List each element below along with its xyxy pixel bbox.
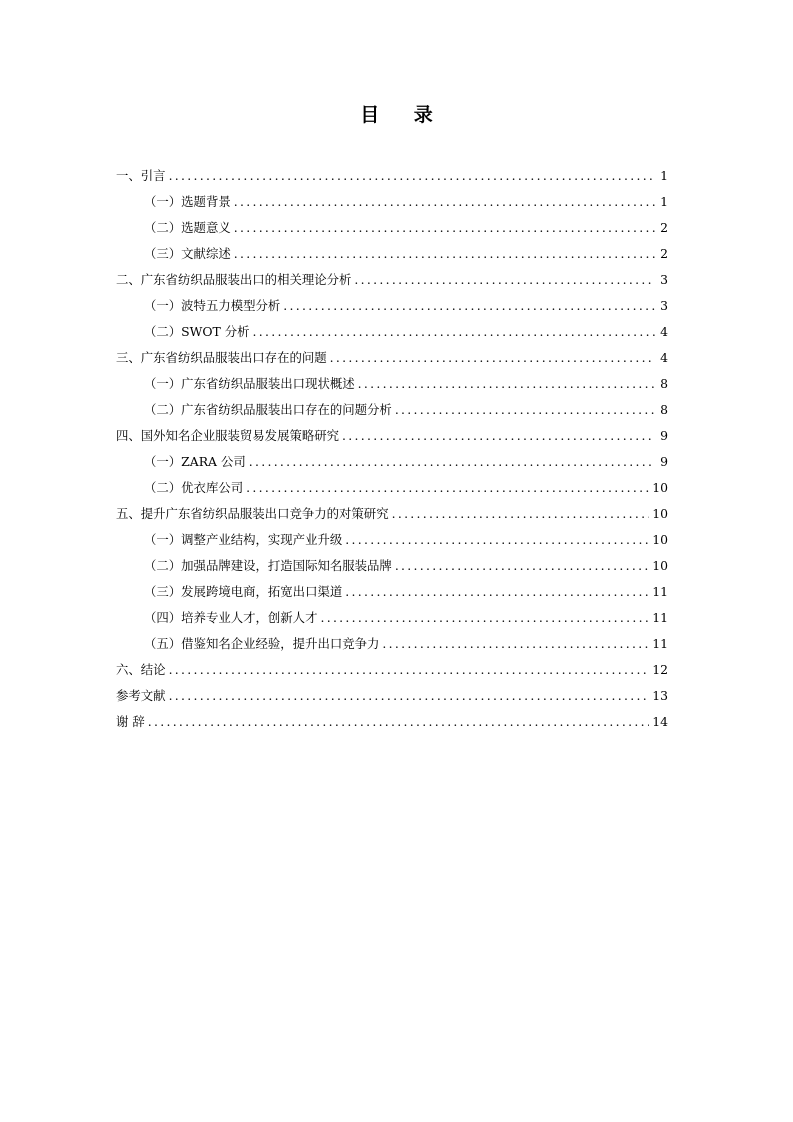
toc-entry-title: （四）培养专业人才，创新人才 — [144, 610, 318, 625]
toc-entry-page-number: 11 — [652, 636, 668, 651]
toc-entry-page-number: 10 — [652, 558, 668, 573]
toc-entry-title: 谢 辞 — [116, 714, 145, 729]
table-of-contents — [116, 163, 668, 735]
toc-entry-title: （五）借鉴知名企业经验，提升出口竞争力 — [144, 636, 380, 651]
toc-entry[interactable] — [116, 371, 668, 397]
toc-entry-title: 参考文献 — [116, 688, 166, 703]
toc-entry-page-number: 1 — [660, 168, 668, 183]
toc-entry[interactable] — [116, 553, 668, 579]
toc-entry-page-number: 12 — [652, 662, 668, 677]
toc-entry-page-number: 2 — [660, 246, 668, 261]
toc-entry-title: （二）加强品牌建设，打造国际知名服装品牌 — [144, 558, 392, 573]
toc-leader-dots — [330, 345, 655, 371]
toc-entry-page-number: 10 — [652, 532, 668, 547]
toc-entry-page-number: 14 — [652, 714, 668, 729]
toc-entry[interactable] — [116, 293, 668, 319]
toc-entry-page-number: 3 — [660, 272, 668, 287]
toc-entry-title: （一）ZARA 公司 — [144, 454, 246, 469]
toc-entry-title: 二、广东省纺织品服装出口的相关理论分析 — [116, 272, 352, 287]
toc-leader-dots — [320, 605, 649, 631]
toc-entry[interactable] — [116, 475, 668, 501]
toc-leader-dots — [345, 527, 649, 553]
toc-entry-title: 五、提升广东省纺织品服装出口竞争力的对策研究 — [116, 506, 389, 521]
toc-entry-page-number: 8 — [660, 402, 668, 417]
toc-entry-page-number: 8 — [660, 376, 668, 391]
toc-entry-page-number: 1 — [660, 194, 668, 209]
toc-entry-title: （三）发展跨境电商，拓宽出口渠道 — [144, 584, 343, 599]
toc-entry[interactable] — [116, 527, 668, 553]
toc-leader-dots — [169, 683, 650, 709]
toc-leader-dots — [249, 449, 655, 475]
toc-entry-page-number: 10 — [652, 506, 668, 521]
toc-entry[interactable] — [116, 163, 668, 189]
toc-entry-title: （一）调整产业结构，实现产业升级 — [144, 532, 343, 547]
toc-entry[interactable] — [116, 579, 668, 605]
toc-entry[interactable] — [116, 709, 668, 735]
toc-entry-title: 一、引言 — [116, 168, 166, 183]
toc-entry[interactable] — [116, 449, 668, 475]
toc-leader-dots — [234, 241, 655, 267]
toc-entry-title: 六、结论 — [116, 662, 166, 677]
toc-leader-dots — [358, 371, 655, 397]
toc-entry-page-number: 4 — [660, 324, 668, 339]
toc-entry-title: 四、国外知名企业服装贸易发展策略研究 — [116, 428, 340, 443]
toc-entry[interactable] — [116, 631, 668, 657]
toc-entry-page-number: 11 — [652, 610, 668, 625]
toc-leader-dots — [342, 423, 655, 449]
toc-leader-dots — [392, 501, 650, 527]
toc-entry-title: 三、广东省纺织品服装出口存在的问题 — [116, 350, 327, 365]
toc-leader-dots — [253, 319, 655, 345]
toc-leader-dots — [283, 293, 655, 319]
toc-entry-page-number: 4 — [660, 350, 668, 365]
toc-entry[interactable] — [116, 345, 668, 371]
toc-entry-page-number: 11 — [652, 584, 668, 599]
toc-entry[interactable] — [116, 189, 668, 215]
toc-entry[interactable] — [116, 397, 668, 423]
toc-entry[interactable] — [116, 215, 668, 241]
toc-leader-dots — [395, 553, 649, 579]
toc-entry[interactable] — [116, 241, 668, 267]
toc-entry-page-number: 9 — [660, 454, 668, 469]
toc-entry-page-number: 9 — [660, 428, 668, 443]
toc-entry[interactable] — [116, 605, 668, 631]
toc-leader-dots — [395, 397, 655, 423]
toc-entry-title: （一）选题背景 — [144, 194, 231, 209]
toc-entry[interactable] — [116, 683, 668, 709]
toc-entry[interactable] — [116, 501, 668, 527]
toc-leader-dots — [169, 657, 650, 683]
toc-entry-title: （二）广东省纺织品服装出口存在的问题分析 — [144, 402, 392, 417]
toc-entry[interactable] — [116, 657, 668, 683]
toc-leader-dots — [354, 267, 655, 293]
toc-entry-page-number: 3 — [660, 298, 668, 313]
toc-leader-dots — [246, 475, 649, 501]
toc-leader-dots — [382, 631, 649, 657]
toc-leader-dots — [345, 579, 649, 605]
toc-leader-dots — [169, 163, 655, 189]
toc-title: 目 录 — [360, 104, 447, 126]
toc-entry-title: （二）选题意义 — [144, 220, 231, 235]
toc-entry-page-number: 2 — [660, 220, 668, 235]
toc-entry-title: （一）波特五力模型分析 — [144, 298, 281, 313]
toc-entry[interactable] — [116, 319, 668, 345]
toc-entry-page-number: 10 — [652, 480, 668, 495]
toc-entry-title: （三）文献综述 — [144, 246, 231, 261]
toc-entry-title: （二）优衣库公司 — [144, 480, 244, 495]
toc-entry[interactable] — [116, 423, 668, 449]
toc-leader-dots — [234, 215, 655, 241]
toc-leader-dots — [234, 189, 655, 215]
toc-entry[interactable] — [116, 267, 668, 293]
toc-leader-dots — [148, 709, 649, 735]
toc-entry-title: （二）SWOT 分析 — [144, 324, 250, 339]
toc-entry-page-number: 13 — [652, 688, 668, 703]
toc-entry-title: （一）广东省纺织品服装出口现状概述 — [144, 376, 355, 391]
